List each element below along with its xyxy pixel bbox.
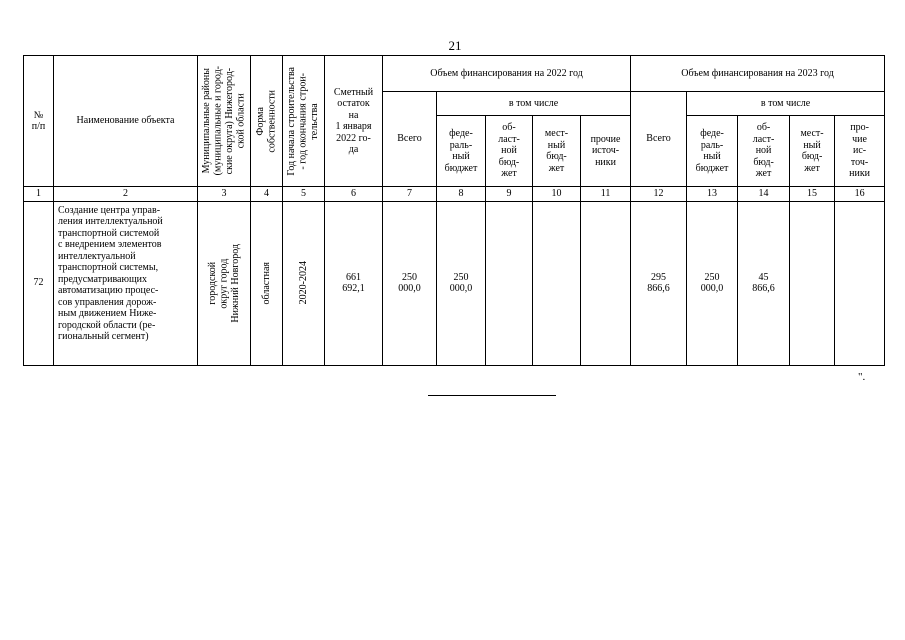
table-row <box>24 201 885 365</box>
column-number: 13 <box>687 187 738 202</box>
divider-line <box>428 395 556 396</box>
header-years <box>283 56 325 187</box>
column-number: 5 <box>283 187 325 202</box>
header-object-name: Наименование объекта <box>54 56 198 187</box>
header-fin-2023: Объем финансирования на 2023 год <box>631 56 885 92</box>
row-estimate: 661 692,1 <box>325 201 383 365</box>
header-municipal <box>198 56 251 187</box>
row-years <box>283 201 325 365</box>
row-federal-2022: 250 000,0 <box>437 201 486 365</box>
closing-quote: ". <box>858 371 866 383</box>
header-including-2022: в том числе <box>437 92 631 116</box>
column-number: 12 <box>631 187 687 202</box>
header-num: № п/п <box>24 56 54 187</box>
column-number-row <box>24 187 885 202</box>
column-number: 1 <box>24 187 54 202</box>
column-number: 8 <box>437 187 486 202</box>
header-local-2023: мест- ный бюд- жет <box>790 116 835 187</box>
column-number: 15 <box>790 187 835 202</box>
row-municipal <box>198 201 251 365</box>
row-ownership <box>251 201 283 365</box>
column-number: 4 <box>251 187 283 202</box>
header-total-2022: Всего <box>383 92 437 187</box>
column-number: 16 <box>835 187 885 202</box>
header-total-2023: Всего <box>631 92 687 187</box>
header-federal-2022: феде- раль- ный бюджет <box>437 116 486 187</box>
row-years-text: 2020-2024 <box>297 261 309 305</box>
header-other-2023: про- чие ис- точ- ники <box>835 116 885 187</box>
row-regional-2022 <box>486 201 533 365</box>
header-regional-2023: об- ласт- ной бюд- жет <box>738 116 790 187</box>
row-other-2022 <box>581 201 631 365</box>
header-regional-2022: об- ласт- ной бюд- жет <box>486 116 533 187</box>
column-number: 10 <box>533 187 581 202</box>
row-federal-2023: 250 000,0 <box>687 201 738 365</box>
financing-table <box>23 55 885 366</box>
row-num: 72 <box>24 201 54 365</box>
page-number: 21 <box>448 38 462 53</box>
row-total-2023: 295 866,6 <box>631 201 687 365</box>
header-ownership-text: Форма собственности <box>255 89 278 153</box>
header-including-2023: в том числе <box>687 92 885 116</box>
header-other-2022: прочие источ- ники <box>581 116 631 187</box>
column-number: 7 <box>383 187 437 202</box>
header-row-1 <box>24 56 885 92</box>
header-local-2022: мест- ный бюд- жет <box>533 116 581 187</box>
header-municipal-text: Муниципальные районы (муниципальные и город- ские округа) Нижегород- ской области <box>201 66 247 176</box>
header-estimate: Сметный остаток на 1 января 2022 го- да <box>325 56 383 187</box>
row-local-2023 <box>790 201 835 365</box>
column-number: 6 <box>325 187 383 202</box>
column-number: 11 <box>581 187 631 202</box>
header-fin-2022: Объем финансирования на 2022 год <box>383 56 631 92</box>
header-federal-2023: феде- раль- ный бюджет <box>687 116 738 187</box>
row-ownership-text: областная <box>260 261 272 305</box>
column-number: 14 <box>738 187 790 202</box>
column-number: 2 <box>54 187 198 202</box>
row-regional-2023: 45 866,6 <box>738 201 790 365</box>
header-ownership <box>251 56 283 187</box>
column-number: 3 <box>198 187 251 202</box>
row-municipal-text: городской округ город Нижний Новгород <box>206 243 241 323</box>
column-number: 9 <box>486 187 533 202</box>
header-years-text: Год начала строительства - год окончания строи- тельства <box>286 66 321 176</box>
row-object-name: Создание центра управ- ления интеллектуальной транспортной системой с внедрением элементов интеллектуальной транспортной системы, предусматривающих автоматизацию процес- сов управления дорож- ным движением Ниже- городской области (ре- гиональный сегмент) <box>54 201 198 365</box>
row-other-2023 <box>835 201 885 365</box>
row-local-2022 <box>533 201 581 365</box>
row-total-2022: 250 000,0 <box>383 201 437 365</box>
